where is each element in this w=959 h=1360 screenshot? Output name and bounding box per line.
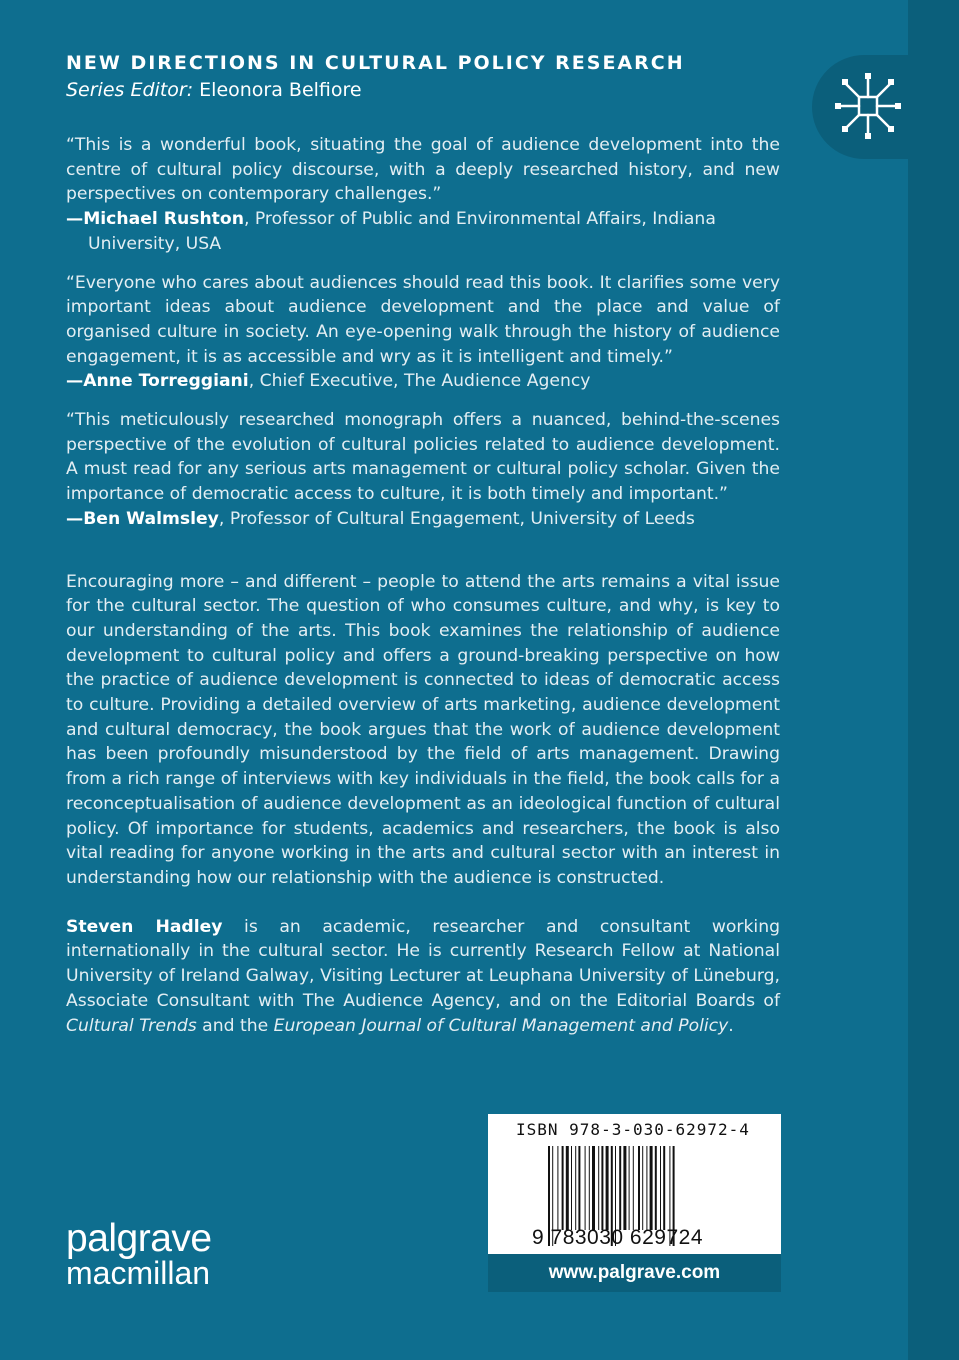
barcode-bar: [562, 1146, 564, 1230]
isbn-number: ISBN 978-3-030-62972-4: [516, 1120, 750, 1139]
attribution-role: , Chief Executive, The Audience Agency: [248, 371, 591, 392]
bio-text-1: is an academic, researcher and consultant working internationally in the cultural sector. He is currently Research Fellow at National University of Ireland Galway, Visiting Lecturer at Leuphana University of Lüneburg, Associate Consultant with The Audience Agency, and on the Editorial Boards of: [66, 916, 780, 1011]
barcode-bar: [589, 1146, 590, 1230]
endorsement-quote: [66, 408, 780, 532]
book-spine-edge: [908, 0, 959, 1360]
barcode-bar: [598, 1146, 599, 1230]
barcode-bar: [642, 1146, 643, 1230]
author-bio: [66, 915, 780, 1039]
barcode-bar: [566, 1146, 569, 1230]
quote-text: “Everyone who cares about audiences should read this book. It clarifies some very important ideas about audience development and the place and value of organised culture in society. An eye-opening walk through the history of audience engagement, it is as accessible and wry as it is intelligent and timely.”: [66, 272, 780, 367]
book-blurb: Encouraging more – and different – people to attend the arts remains a vital issue for the cultural sector. The question of who consumes culture, and why, is key to our understanding of the arts. This book examines the relationship of audience development to cultural policy and offers a ground-breaking perspective on how the practice of audience development is connected to ideas of democratic access to culture. Providing a detailed overview of arts marketing, audience development and cultural democracy, the book argues that the work of audience development has been profoundly misunderstood by the field of arts management. Drawing from a rich range of interviews with key individuals in the field, the book calls for a reconceptualisation of audience development as an ideological function of cultural policy. Of importance for students, academics and researchers, the book is also vital reading for anyone working in the arts and cultural sector with an interest in understanding how our relationship with the audience is constructed.: [66, 571, 780, 888]
attribution-dash: —: [66, 371, 84, 392]
barcode-bar: [575, 1146, 576, 1230]
series-editor-name: Eleonora Belfiore: [199, 79, 362, 101]
bio-journal-1: Cultural Trends: [66, 1015, 197, 1036]
barcode-bar: [619, 1146, 621, 1230]
attribution-dash: —: [66, 508, 84, 529]
logo-tab: [812, 55, 908, 159]
bio-journal-2: European Journal of Cultural Management and Policy: [273, 1015, 729, 1036]
publisher-logo: [66, 1217, 212, 1291]
bio-text-3: .: [728, 1015, 734, 1036]
barcode-bar: [606, 1146, 609, 1230]
isbn-barcode-box: [488, 1114, 781, 1254]
barcode-bar: [650, 1146, 653, 1230]
barcode-bar: [660, 1146, 661, 1230]
back-cover-text: [66, 133, 780, 1038]
barcode-bar: [633, 1146, 634, 1230]
quote-text: “This is a wonderful book, situating the goal of audience development into the centre of cultural policy discourse, with a deeply researched history, and new perspectives on contemporary challenges.”: [66, 135, 780, 205]
section-gap: [66, 546, 780, 570]
barcode-bar: [638, 1146, 640, 1230]
series-editor: [66, 79, 362, 101]
barcode-bar: [646, 1146, 647, 1230]
barcode-bar: [601, 1146, 603, 1230]
barcode-bar: [592, 1146, 595, 1230]
quote-attribution: [66, 207, 780, 256]
barcode-bar: [557, 1146, 558, 1230]
barcode-bar: [571, 1146, 572, 1230]
series-editor-label: Series Editor:: [66, 79, 194, 101]
attribution-role: , Professor of Public and Environmental Affairs, Indiana University, USA: [88, 209, 716, 254]
barcode-bar: [655, 1146, 657, 1230]
endorsement-quote: [66, 133, 780, 257]
publisher-line-1: palgrave: [66, 1217, 212, 1260]
publisher-line-2: macmillan: [66, 1255, 211, 1291]
barcode-digits: 9 783030 629724: [532, 1226, 703, 1249]
barcode-bar: [623, 1146, 626, 1230]
attribution-name: Michael Rushton: [83, 209, 244, 230]
barcode-bar: [629, 1146, 630, 1230]
series-title: NEW DIRECTIONS IN CULTURAL POLICY RESEARCH: [66, 52, 685, 74]
attribution-role: , Professor of Cultural Engagement, University of Leeds: [218, 508, 695, 529]
barcode-bar: [578, 1146, 580, 1230]
palgrave-network-icon: [834, 69, 904, 145]
barcode-bar: [663, 1146, 665, 1230]
quote-attribution: [66, 369, 780, 394]
quote-text: “This meticulously researched monograph offers a nuanced, behind-the-scenes perspective of the evolution of cultural policies related to audience development. A must read for any serious arts management or cultural policy scholar. Given the importance of democratic access to culture, it is both timely and important.”: [66, 410, 780, 505]
endorsement-quote: [66, 271, 780, 395]
attribution-name: Ben Walmsley: [83, 508, 219, 529]
publisher-url: www.palgrave.com: [488, 1254, 781, 1292]
attribution-name: Anne Torreggiani: [83, 371, 249, 392]
barcode-bar: [585, 1146, 586, 1230]
attribution-dash: —: [66, 209, 84, 230]
quote-attribution: [66, 507, 780, 532]
bio-text-2: and the: [196, 1015, 274, 1036]
author-name: Steven Hadley: [66, 916, 223, 937]
